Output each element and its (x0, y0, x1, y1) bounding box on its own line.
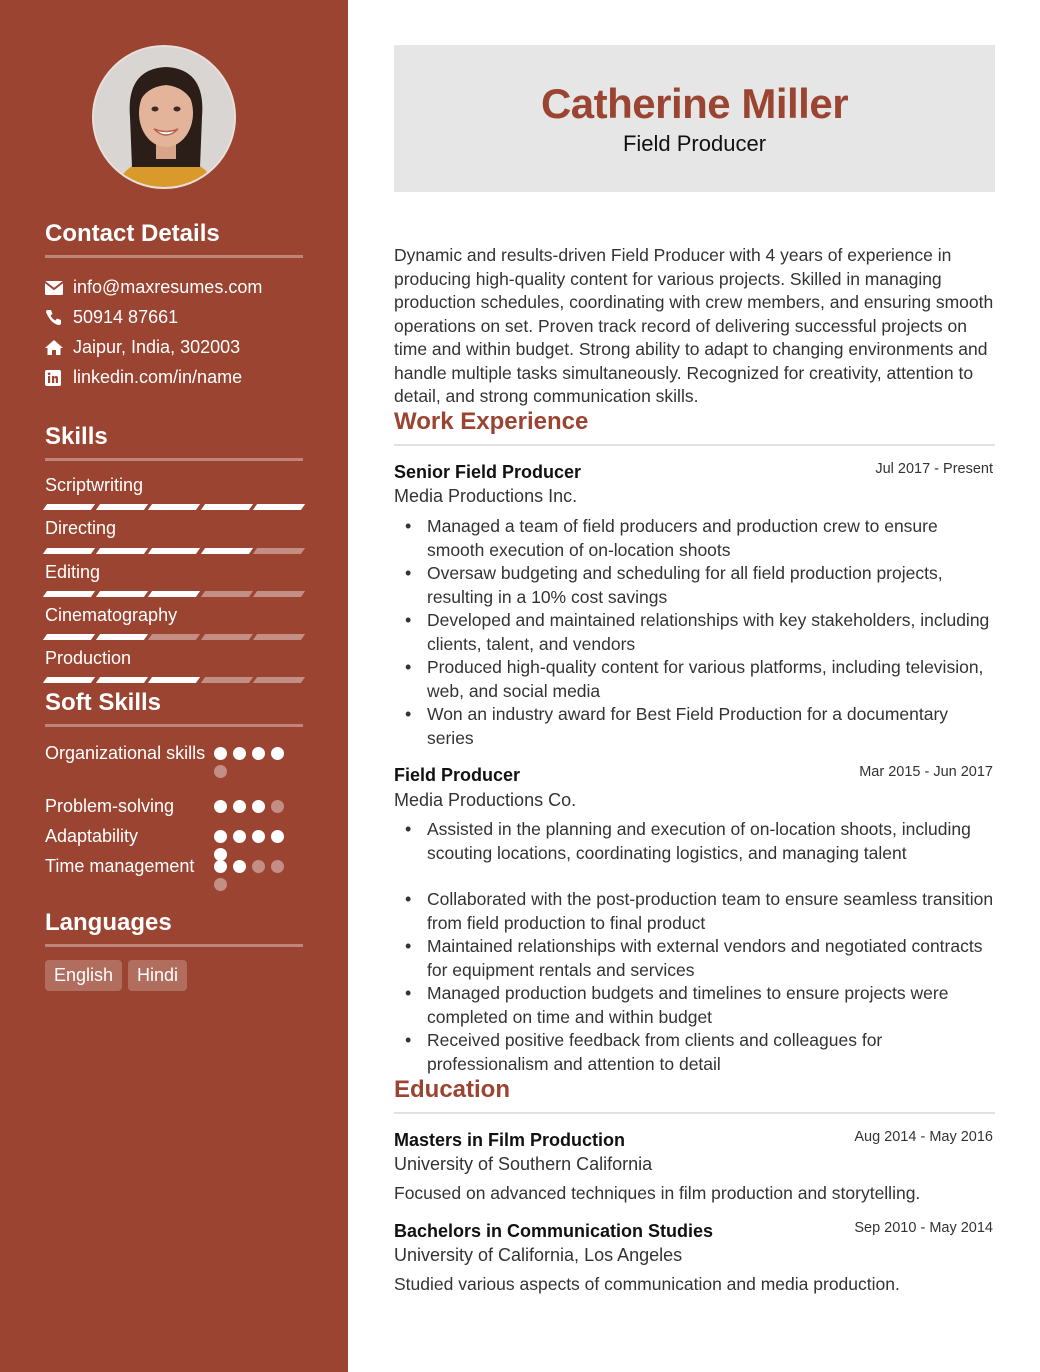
language-tag: English (45, 960, 122, 991)
skill-level-dot (252, 860, 265, 873)
skill-level-segment (253, 677, 305, 683)
list-item: • Maintained relationships with external vendors and negotiated contracts for equipment rentals and services (394, 935, 995, 982)
soft-skill-dots (214, 747, 289, 778)
skill-level-segment (95, 504, 147, 510)
list-item: • Received positive feedback from clients and colleagues for professionalism and attention to detail (394, 1029, 995, 1076)
skill-bar (45, 548, 303, 554)
skill-level-dot (271, 830, 284, 843)
list-item: • Produced high-quality content for various platforms, including television, web, and social media (394, 656, 995, 703)
skill-label: Directing (45, 518, 117, 538)
school-name: University of California, Los Angeles (394, 1245, 683, 1265)
soft-skill-label: Adaptability (45, 826, 139, 846)
skill-level-segment (95, 634, 147, 640)
list-item: • Developed and maintained relationships with key stakeholders, including clients, talent, and vendors (394, 609, 995, 656)
skill-level-dot (233, 800, 246, 813)
skill-level-dot (214, 765, 227, 778)
contact-address (45, 337, 240, 358)
skill-label: Editing (45, 562, 101, 582)
job-bullets (394, 818, 995, 1076)
skill-label: Production (45, 648, 132, 668)
skill-level-segment (148, 634, 200, 640)
soft-skill-label: Organizational skills (45, 743, 206, 763)
skill-level-segment (95, 591, 147, 597)
skill-level-dot (233, 830, 246, 843)
soft-skill-label: Problem-solving (45, 796, 175, 816)
skill-level-segment (201, 591, 253, 597)
skill-bar (45, 634, 303, 640)
avatar (92, 45, 236, 189)
education-heading: Education (394, 1076, 995, 1114)
skill-level-segment (253, 504, 305, 510)
skill-level-dot (271, 800, 284, 813)
skill-level-segment (43, 634, 95, 640)
degree-description: Focused on advanced techniques in film production and storytelling. (394, 1183, 921, 1203)
skill-level-dot (252, 800, 265, 813)
list-item: • Managed a team of field producers and production crew to ensure smooth execution of on-location shoots (394, 515, 995, 562)
skill-level-segment (43, 677, 95, 683)
skills-heading: Skills (45, 423, 303, 461)
soft-skill-dots (214, 830, 289, 861)
contact-linkedin-text: linkedin.com/in/name (73, 367, 243, 387)
skill-level-segment (253, 634, 305, 640)
degree-description: Studied various aspects of communication and media production. (394, 1274, 900, 1294)
skill-level-dot (214, 800, 227, 813)
skill-level-segment (95, 677, 147, 683)
skill-level-segment (148, 548, 200, 554)
summary-text: Dynamic and results-driven Field Producer with 4 years of experience in producing high-quality content for various projects. Skilled in managing production schedules, coordinating with crew members, and ensuring smooth operations on set. Proven track record of delivering successful projects on time and within budget. Strong ability to adapt to changing environments and handle multiple tasks simultaneously. Recognized for creativity, attention to detail, and strong communication skills. (394, 245, 994, 406)
skill-level-segment (43, 548, 95, 554)
skill-level-dot (252, 747, 265, 760)
phone-icon (45, 309, 73, 326)
linkedin-icon (45, 370, 73, 386)
soft-skills-heading: Soft Skills (45, 689, 303, 727)
degree-date: Sep 2010 - May 2014 (854, 1220, 993, 1236)
profile-photo (94, 47, 236, 189)
skill-level-segment (95, 548, 147, 554)
contact-phone-text: 50914 87661 (73, 307, 179, 327)
skill-level-dot (214, 830, 227, 843)
skill-level-dot (214, 878, 227, 891)
degree-title: Bachelors in Communication Studies (394, 1221, 714, 1241)
candidate-name: Catherine Miller (540, 80, 849, 127)
skill-label: Cinematography (45, 605, 178, 625)
skill-bar (45, 504, 303, 510)
job-bullets (394, 515, 995, 750)
skill-level-segment (201, 548, 253, 554)
skill-bar (45, 677, 303, 683)
skill-level-segment (148, 677, 200, 683)
skill-level-dot (233, 860, 246, 873)
job-date: Jul 2017 - Present (875, 461, 993, 477)
job-company: Media Productions Inc. (394, 486, 578, 506)
job-title: Field Producer (394, 765, 521, 785)
school-name: University of Southern California (394, 1154, 653, 1174)
list-item: • Collaborated with the post-production team to ensure seamless transition from field production to final product (394, 888, 995, 935)
soft-skill-dots (214, 800, 289, 813)
skill-level-segment (148, 504, 200, 510)
skill-level-dot (214, 747, 227, 760)
language-tag: Hindi (128, 960, 187, 991)
degree-title: Masters in Film Production (394, 1130, 626, 1150)
list-item: • Managed production budgets and timelines to ensure projects were completed on time and within budget (394, 982, 995, 1029)
skill-level-dot (271, 747, 284, 760)
list-item: • Assisted in the planning and execution of on-location shoots, including scouting locations, coordinating logistics, and managing talent (394, 818, 995, 865)
skill-level-segment (201, 677, 253, 683)
contact-email-text: info@maxresumes.com (73, 277, 263, 297)
contact-address-text: Jaipur, India, 302003 (73, 337, 241, 357)
skill-level-dot (271, 860, 284, 873)
contact-linkedin[interactable] (45, 367, 242, 388)
list-item: • Oversaw budgeting and scheduling for all field production projects, resulting in a 10% cost savings (394, 562, 995, 609)
name-header (394, 45, 995, 192)
contact-heading: Contact Details (45, 220, 303, 258)
soft-skill-dots (214, 860, 289, 891)
job-company: Media Productions Co. (394, 790, 577, 810)
degree-date: Aug 2014 - May 2016 (854, 1129, 993, 1145)
job-title: Senior Field Producer (394, 462, 582, 482)
soft-skill-label: Time management (45, 856, 195, 876)
list-item: • Won an industry award for Best Field Production for a documentary series (394, 703, 995, 750)
contact-email[interactable] (45, 277, 262, 298)
skill-level-segment (201, 504, 253, 510)
skill-level-segment (43, 504, 95, 510)
skill-level-segment (201, 634, 253, 640)
candidate-title: Field Producer (622, 131, 767, 156)
skill-level-segment (43, 591, 95, 597)
sidebar (0, 0, 348, 1372)
skill-bar (45, 591, 303, 597)
job-date: Mar 2015 - Jun 2017 (859, 764, 993, 780)
envelope-icon (45, 281, 73, 295)
skill-label: Scriptwriting (45, 475, 144, 495)
contact-phone[interactable] (45, 307, 178, 328)
skill-level-segment (253, 591, 305, 597)
work-experience-heading: Work Experience (394, 408, 995, 446)
skill-level-dot (252, 830, 265, 843)
skill-level-dot (214, 860, 227, 873)
skill-level-segment (148, 591, 200, 597)
home-icon (45, 340, 73, 355)
languages-heading: Languages (45, 909, 303, 947)
skill-level-segment (253, 548, 305, 554)
skill-level-dot (233, 747, 246, 760)
